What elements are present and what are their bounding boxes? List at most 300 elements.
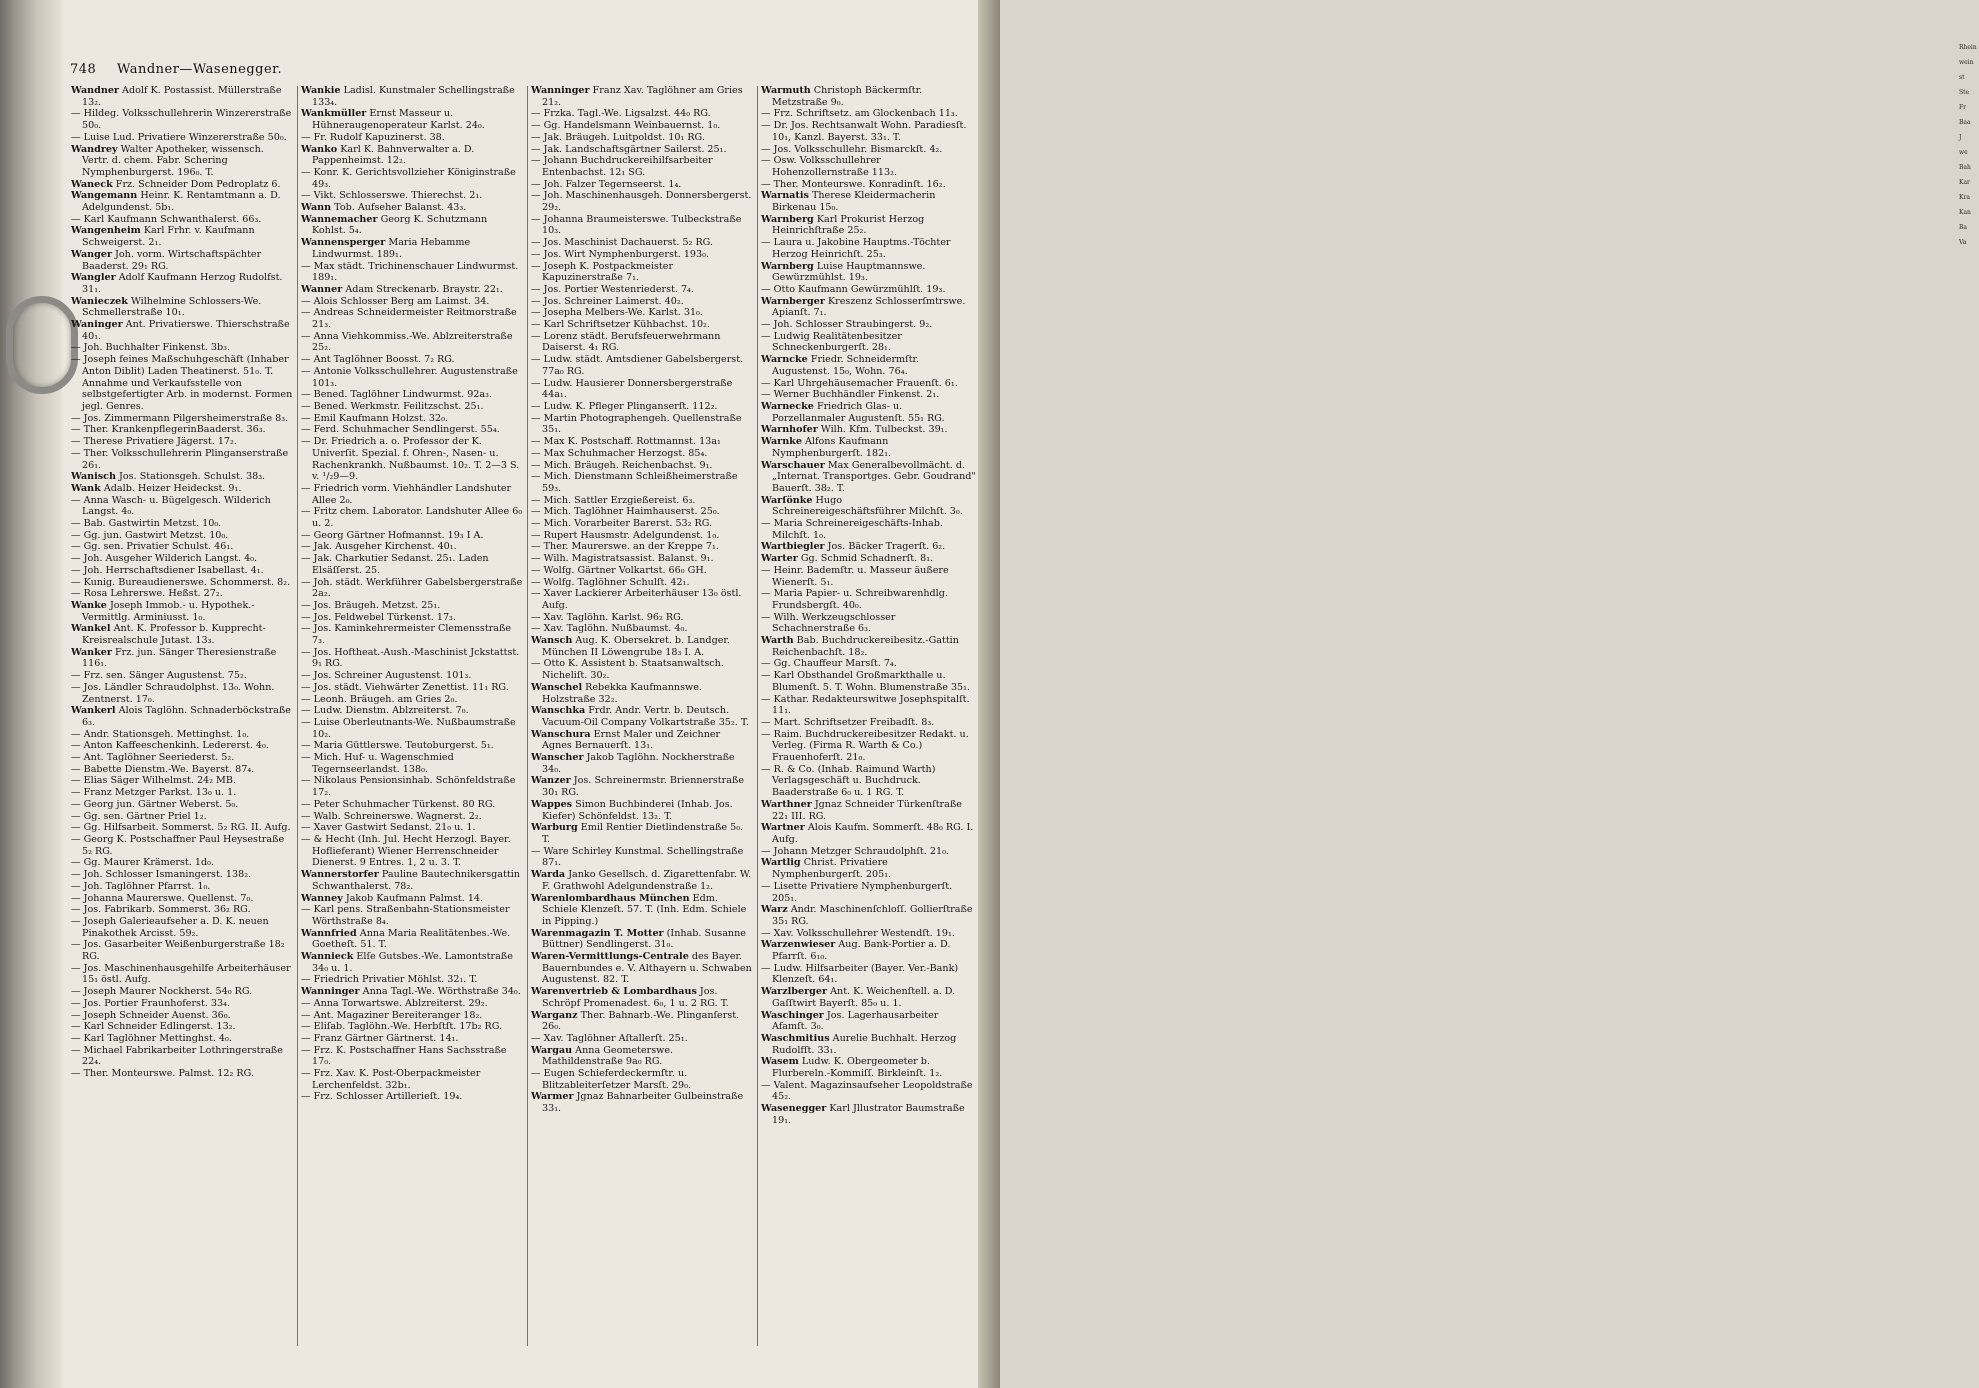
- directory-entry: [531, 775, 753, 798]
- entry-text: des Bayer. Bauernbundes e. V. Althayern u. Schwaben Augustenst. 82. T.: [542, 951, 752, 986]
- directory-entry: [71, 705, 293, 728]
- entry-text: Alois Taglöhn. Schnaderböckstraße 6₃.: [82, 705, 291, 728]
- entry-text: Bab. Buchdruckereibesitz.-Gattin Reichenbachſt. 18₂.: [772, 635, 959, 658]
- entry-text: — Maria Schreinereigeschäfts-Inhab. Milchſt. 1₀.: [761, 518, 943, 541]
- entry-text: Ant. K. Professor b. Kupprecht-Kreisrealschule Jutast. 13₃.: [82, 623, 266, 647]
- entry-text: — Raim. Buchdruckereibesitzer Redakt. u. Verleg. (Firma R. Warth & Co.) Frauenhoferſt. 21₀.: [761, 728, 969, 764]
- directory-entry: [71, 577, 293, 589]
- entry-text: Pauline Bautechnikersgattin Schwanthalerst. 78₂.: [312, 869, 520, 892]
- directory-entry: [531, 1033, 753, 1045]
- directory-entry: [761, 108, 976, 120]
- entry-text: — Josepha Melbers-We. Karlst. 31₀.: [531, 307, 703, 319]
- entry-surname: Waren-Vermittlungs-Centrale: [531, 951, 689, 963]
- directory-entry: [531, 506, 753, 518]
- directory-entry: [301, 167, 523, 190]
- entry-text: — Jak. Landschaftsgärtner Sailerst. 25₁.: [531, 143, 727, 155]
- entry-text: — Jos. Portier Fraunhoferst. 33₄.: [71, 997, 231, 1009]
- directory-entry: [761, 155, 976, 178]
- directory-entry: [71, 588, 293, 600]
- entry-text: — Jos. Schreiner Laimerst. 40₂.: [531, 295, 684, 307]
- entry-text: — Nikolaus Pensionsinhab. Schönfeldstraße 17₂.: [301, 775, 516, 799]
- entry-text: (Inhab. Susanne Büttner) Sendlingerst. 31₀.: [542, 927, 746, 951]
- entry-text: — Johanna Maurerswe. Quellenst. 7₀.: [71, 892, 254, 904]
- directory-entry: [301, 682, 523, 694]
- directory-entry: [761, 319, 976, 331]
- directory-entry: [531, 190, 753, 213]
- entry-text: Ant. Privatierswe. Thierschstraße 40₁.: [82, 319, 290, 342]
- directory-entry: [71, 893, 293, 905]
- directory-entry: [301, 705, 523, 717]
- entry-text: — Joseph feines Maßschuhgeschäft (Inhaber Anton Diblit) Laden Theatinerst. 51₀. T. Annahme und Verkaufsstelle von selbstgefertigter Arb. in modernst. Formen jegl. Genres.: [71, 354, 293, 412]
- entry-text: Friedr. Schneidermſtr. Augustenst. 15₀, Wohn. 76₄.: [772, 354, 920, 377]
- entry-text: — Joh. Schlosser Straubingerst. 9₂.: [761, 319, 933, 331]
- directory-entry: [71, 541, 293, 553]
- entry-text: — Jos. Bräugeh. Metzst. 25₁.: [301, 599, 441, 611]
- entry-text: — Werner Buchhändler Finkenst. 2₁.: [761, 389, 940, 401]
- directory-entry: [761, 1010, 976, 1033]
- entry-text: — Ther. Volksschullehrerin Plinganserstraße 26₁.: [71, 447, 289, 471]
- entry-text: — Karl Kaufmann Schwanthalerst. 66₃.: [71, 213, 262, 225]
- entry-text: — Kathar. Redakteurswitwe Josephspitalſt. 11₁.: [761, 693, 970, 717]
- directory-entry: [301, 822, 523, 834]
- entry-text: Adalb. Heizer Heideckst. 9₁.: [100, 482, 242, 494]
- entry-surname: Warenvertrieb & Lombardhaus: [531, 986, 697, 998]
- entry-text: — Valent. Magazinsaufseher Leopoldstraße 45₂.: [761, 1079, 973, 1103]
- entry-text: — Ludw. städt. Amtsdiener Gabelsbergerst. 77a₀ RG.: [531, 354, 744, 377]
- entry-text: — Jak. Charkutier Sedanst. 25₁. Laden Elsäſſerst. 25.: [301, 553, 489, 576]
- directory-column-2: [301, 85, 523, 1103]
- entry-surname: Wasenegger: [761, 1103, 827, 1115]
- entry-text: — Johanna Braumeisterswe. Tulbeckstraße 10₃.: [531, 213, 742, 237]
- entry-text: — Xaver Lackierer Arbeiterhäuser 13₀ östl. Aufg.: [531, 588, 742, 611]
- entry-text: — Gg. sen. Gärtner Priel 1₂.: [71, 810, 207, 822]
- entry-surname: Warzlberger: [761, 986, 828, 998]
- directory-entry: [531, 296, 753, 308]
- directory-entry: [531, 261, 753, 284]
- entry-surname: Wargau: [531, 1044, 573, 1056]
- entry-text: — Kunig. Bureaudienerswe. Schommerst. 8₂.: [71, 576, 291, 588]
- directory-entry: [761, 717, 976, 729]
- entry-text: — Karl Uhrgehäusemacher Frauenſt. 6₁.: [761, 377, 958, 389]
- directory-entry: [301, 869, 523, 892]
- column-rule: [757, 86, 758, 1346]
- directory-entry: [531, 120, 753, 132]
- entry-text: — Anna Torwartswe. Ablzreiterst. 29₂.: [301, 997, 488, 1009]
- page-number: 748: [70, 62, 97, 77]
- directory-column-3: [531, 85, 753, 1115]
- entry-text: — Lorenz städt. Berufsfeuerwehrmann Daiserst. 4₁ RG.: [531, 330, 721, 354]
- directory-entry: [301, 366, 523, 389]
- entry-text: — Ther. Monteurswe. Palmst. 12₂ RG.: [71, 1068, 255, 1080]
- entry-text: — Gg. Handelsmann Weinbauernst. 1₀.: [531, 120, 721, 132]
- entry-text: Aurelie Buchhalt. Herzog Rudolfſt. 33₁.: [772, 1032, 957, 1056]
- entry-text: — Luise Lud. Privatiere Winzererstraße 50₀.: [71, 131, 287, 143]
- directory-entry: [301, 132, 523, 144]
- entry-text: — Dr. Jos. Rechtsanwalt Wohn. Paradiesſt. 10₁, Kanzl. Bayerst. 33₁. T.: [761, 120, 967, 143]
- directory-entry: [761, 354, 976, 377]
- directory-entry: [301, 1091, 523, 1103]
- directory-entry: [531, 108, 753, 120]
- entry-text: Gg. Schmid Schadnerſt. 8₁.: [797, 553, 934, 565]
- entry-surname: Wartlig: [761, 857, 801, 869]
- entry-text: — Therese Privatiere Jägerst. 17₂.: [71, 436, 237, 448]
- entry-text: — Karl Taglöhner Mettinghst. 4₀.: [71, 1032, 232, 1044]
- directory-entry: [761, 261, 976, 284]
- directory-entry: [761, 846, 976, 858]
- directory-entry: [71, 834, 293, 857]
- directory-entry: [301, 190, 523, 202]
- entry-text: — Emil Kaufmann Holzst. 32₀.: [301, 412, 449, 424]
- entry-text: Wilh. Kfm. Tulbeckst. 39₁.: [817, 424, 948, 436]
- directory-entry: [301, 1045, 523, 1068]
- directory-entry: [761, 1080, 976, 1103]
- entry-surname: Warenlombardhaus München: [531, 892, 690, 904]
- entry-text: Christoph Bäckermſtr. Metzstraße 9₀.: [772, 85, 923, 108]
- entry-surname: Warenmagazin T. Motter: [531, 927, 664, 939]
- directory-entry: [71, 623, 293, 646]
- entry-text: — Eliſab. Taglöhn.-We. Herbſtſt. 17b₂ RG.: [301, 1021, 503, 1033]
- entry-text: — Jos. Volksschullehr. Bismarckſt. 4₂.: [761, 143, 943, 155]
- entry-text: — Ant Taglöhner Boosst. 7₂ RG.: [301, 354, 455, 366]
- directory-entry: [761, 635, 976, 658]
- entry-surname: Warth: [761, 635, 794, 647]
- directory-entry: [71, 764, 293, 776]
- entry-surname: Wanscher: [531, 752, 584, 764]
- entry-text: Alois Kaufm. Sommerſt. 48₀ RG. I. Aufg.: [772, 822, 974, 845]
- entry-surname: Wanschka: [531, 705, 586, 717]
- entry-surname: Warnberger: [761, 295, 825, 307]
- directory-entry: [531, 612, 753, 624]
- entry-surname: Wann: [301, 202, 332, 214]
- directory-entry: [761, 963, 976, 986]
- entry-text: — Friedrich vorm. Viehhändler Landshuter Allee 2₀.: [301, 482, 512, 506]
- entry-text: — Frz. Schlosser Artillerieſt. 19₄.: [301, 1091, 463, 1103]
- directory-entry: [301, 577, 523, 600]
- directory-entry: [761, 881, 976, 904]
- directory-entry: [761, 1103, 976, 1126]
- directory-entry: [531, 1010, 753, 1033]
- directory-entry: [531, 249, 753, 261]
- entry-text: — Joh. Ausgeher Wilderich Langst. 4₀.: [71, 553, 258, 565]
- entry-text: — Max K. Postschaff. Rottmannst. 13a₁: [531, 436, 721, 448]
- entry-text: Karl Frhr. v. Kaufmann Schweigerst. 2₁.: [82, 225, 255, 249]
- entry-text: Jos. Stationsgeh. Schulst. 38₃.: [116, 471, 266, 483]
- entry-surname: Warter: [761, 553, 798, 565]
- entry-text: Franz Xav. Taglöhner am Gries 21₂.: [542, 85, 743, 108]
- directory-entry: [761, 378, 976, 390]
- book-gutter: [0, 0, 62, 1388]
- directory-entry: [761, 658, 976, 670]
- entry-text: — Ther. Monteurswe. Konradinſt. 16₂.: [761, 178, 946, 190]
- directory-entry: [71, 144, 293, 179]
- entry-text: — Mich. Sattler Erzgießereist. 6₃.: [531, 494, 696, 506]
- directory-entry: [301, 986, 523, 998]
- entry-surname: Warnhofer: [761, 424, 818, 436]
- directory-entry: [761, 436, 976, 459]
- directory-entry: [301, 214, 523, 237]
- column-rule: [527, 86, 528, 1346]
- entry-text: Elſe Gutsbes.-We. Lamontstraße 34₀ u. 1.: [312, 951, 513, 974]
- directory-entry: [531, 518, 753, 530]
- entry-text: — Ther. KrankenpflegerinBaaderst. 36₃.: [71, 424, 266, 436]
- directory-entry: [71, 775, 293, 787]
- entry-text: — Fritz chem. Laborator. Landshuter Allee 6₀ u. 2.: [301, 506, 523, 530]
- directory-entry: [301, 752, 523, 775]
- entry-text: Jos. Schröpf Promenadest. 6₀, 1 u. 2 RG. T.: [542, 986, 729, 1009]
- entry-text: Andr. Maschinenſchloſſ. Gollierſtraße 35₁ RG.: [772, 904, 973, 927]
- entry-surname: Warſönke: [761, 494, 813, 506]
- directory-entry: [531, 928, 753, 951]
- directory-entry: [71, 647, 293, 670]
- directory-entry: [301, 974, 523, 986]
- directory-entry: [531, 401, 753, 413]
- directory-entry: [301, 1010, 523, 1022]
- entry-text: — Frzka. Tagl.-We. Ligsalzst. 44₀ RG.: [531, 108, 711, 120]
- entry-text: Joh. vorm. Wirtschaftspächter Baaderst. 29₁ RG.: [82, 248, 262, 272]
- directory-entry: [761, 904, 976, 927]
- entry-text: — Jak. Bräugeh. Luitpoldst. 10₁ RG.: [531, 131, 705, 143]
- entry-text: Adolf K. Postassist. Müllerstraße 13₂.: [82, 85, 282, 108]
- directory-entry: [71, 553, 293, 565]
- directory-entry: [71, 881, 293, 893]
- entry-surname: Wannensperger: [301, 237, 386, 249]
- entry-text: Jgnaz Schneider Türkenſtraße 22₁ III. RG.: [772, 798, 962, 822]
- entry-text: — Mich. Bräugeh. Reichenbachst. 9₁.: [531, 459, 713, 471]
- entry-surname: Wanke: [71, 599, 107, 611]
- directory-entry: [71, 998, 293, 1010]
- directory-entry: [301, 296, 523, 308]
- directory-entry: [301, 1068, 523, 1091]
- entry-text: Jakob Kaufmann Palmst. 14.: [342, 892, 484, 904]
- entry-surname: Warschauer: [761, 459, 825, 471]
- directory-entry: [531, 541, 753, 553]
- directory-entry: [301, 401, 523, 413]
- directory-entry: [71, 225, 293, 248]
- entry-text: — Ludwig Realitätenbesitzer Schneckenburgerſt. 28₁.: [761, 330, 902, 354]
- entry-text: — Georg K. Postschaffner Paul Heysestraße 5₂ RG.: [71, 834, 285, 857]
- directory-entry: [301, 600, 523, 612]
- entry-surname: Wanisch: [71, 471, 116, 483]
- entry-text: Luise Hauptmannswe. Gewürzmühlst. 19₃.: [772, 260, 926, 284]
- directory-entry: [531, 822, 753, 845]
- directory-entry: [761, 729, 976, 764]
- entry-text: — Andreas Schneidermeister Reitmorstraße 21₃.: [301, 307, 517, 331]
- directory-entry: [71, 1045, 293, 1068]
- entry-text: Walter Apotheker, wissensch. Vertr. d. chem. Fabr. Schering Nymphenburgerst. 196₀. T.: [82, 143, 264, 178]
- entry-text: Heinr. K. Rentamtmann a. D. Adelgundenst. 5b₁.: [82, 190, 281, 214]
- directory-entry: [71, 1021, 293, 1033]
- entry-text: — Babette Dienstm.-We. Bayerst. 87₄.: [71, 763, 255, 775]
- directory-entry: [71, 916, 293, 939]
- directory-entry: [531, 893, 753, 928]
- entry-text: — Ludw. Dienstm. Ablzreiterst. 7₀.: [301, 705, 469, 717]
- directory-entry: [71, 1068, 293, 1080]
- directory-entry: [301, 834, 523, 869]
- entry-text: — Jos. Maschinenhausgehilfe Arbeiterhäuser 15₁ östl. Aufg.: [71, 962, 291, 986]
- entry-text: — Jak. Ausgeher Kirchenst. 40₁.: [301, 541, 457, 553]
- directory-entry: [761, 553, 976, 565]
- directory-entry: [761, 1033, 976, 1056]
- entry-text: — Konr. K. Gerichtsvollzieher Königinstraße 49₃.: [301, 166, 516, 190]
- entry-surname: Waschinger: [761, 1009, 824, 1021]
- directory-entry: [301, 1033, 523, 1045]
- entry-surname: Wank: [71, 482, 101, 494]
- directory-entry: [71, 670, 293, 682]
- entry-text: — Joh. Taglöhner Pfarrst. 1₀.: [71, 880, 211, 892]
- directory-entry: [301, 424, 523, 436]
- running-head: Wandner—Wasenegger.: [116, 62, 283, 77]
- directory-entry: [301, 436, 523, 483]
- directory-entry: [71, 682, 293, 705]
- entry-text: Adolf Kaufmann Herzog Rudolfst. 31₁.: [82, 272, 283, 295]
- directory-entry: [301, 506, 523, 529]
- entry-surname: Wartner: [761, 822, 805, 834]
- entry-text: Ant. K. Weichenſtell. a. D. Gaſſtwirt Bayerſt. 85₀ u. 1.: [772, 986, 956, 1009]
- directory-entry: [301, 893, 523, 905]
- entry-text: — Lisette Privatiere Nymphenburgerſt. 205₁.: [761, 880, 953, 904]
- directory-entry: [71, 179, 293, 191]
- entry-surname: Wanschel: [531, 681, 583, 693]
- entry-surname: Wanieczek: [71, 295, 128, 307]
- entry-surname: Wanzer: [531, 775, 571, 787]
- directory-entry: [301, 775, 523, 798]
- entry-surname: Warnberg: [761, 260, 814, 272]
- entry-text: — Luise Oberleutnants-We. Nußbaumstraße 10₂.: [301, 716, 516, 740]
- entry-text: — Wolfg. Taglöhner Schulſt. 42₁.: [531, 576, 690, 588]
- entry-text: — Jos. Schreiner Augustenst. 101₃.: [301, 670, 472, 682]
- directory-entry: [531, 1068, 753, 1091]
- directory-entry: [71, 986, 293, 998]
- directory-entry: [761, 179, 976, 191]
- entry-text: — Jos. Maschinist Dachauerst. 5₂ RG.: [531, 237, 714, 249]
- entry-text: — Jos. Ländler Schraudolphst. 13₀. Wohn. Zentnerst. 17₀.: [71, 681, 275, 705]
- directory-entry: [301, 928, 523, 951]
- entry-text: — Eugen Schieferdeckermſtr. u. Blitzableiterſetzer Marsſt. 29₀.: [531, 1068, 692, 1091]
- directory-entry: [71, 272, 293, 295]
- directory-entry: [761, 144, 976, 156]
- entry-text: — Ther. Maurerswe. an der Kreppe 7₁.: [531, 541, 719, 553]
- directory-entry: [71, 85, 293, 108]
- directory-entry: [531, 635, 753, 658]
- directory-entry: [301, 717, 523, 740]
- directory-entry: [761, 799, 976, 822]
- entry-text: — Johann Metzger Schraudolphſt. 21₀.: [761, 845, 949, 857]
- directory-entry: [301, 202, 523, 214]
- directory-entry: [71, 483, 293, 495]
- directory-entry: [301, 811, 523, 823]
- directory-entry: [531, 331, 753, 354]
- entry-surname: Warnecke: [761, 400, 814, 412]
- directory-entry: [301, 331, 523, 354]
- directory-entry: [761, 331, 976, 354]
- directory-entry: [761, 389, 976, 401]
- directory-entry: [301, 998, 523, 1010]
- entry-text: — Rupert Hausmstr. Adelgundenst. 1₀.: [531, 529, 720, 541]
- directory-entry: [301, 108, 523, 131]
- entry-text: Ernst Maler und Zeichner Agnes Bernauerſt. 13₁.: [542, 728, 721, 752]
- directory-entry: [531, 1045, 753, 1068]
- directory-entry: [71, 799, 293, 811]
- directory-entry: [761, 190, 976, 213]
- entry-text: — Ludw. Hilfsarbeiter (Bayer. Ver.-Bank) Klenzeſt. 64₁.: [761, 962, 959, 986]
- entry-text: — Ludw. Hausierer Donnersbergerstraße 44a₁.: [531, 377, 733, 401]
- entry-text: — Elias Säger Wilhelmst. 24₂ MB.: [71, 775, 236, 787]
- directory-entry: [71, 600, 293, 623]
- directory-entry: [71, 354, 293, 413]
- directory-entry: [761, 237, 976, 260]
- entry-text: — Alois Schlosser Berg am Laimst. 34.: [301, 295, 490, 307]
- directory-entry: [761, 588, 976, 611]
- entry-surname: Warz: [761, 904, 788, 916]
- directory-entry: [761, 670, 976, 693]
- directory-entry: [71, 132, 293, 144]
- entry-text: — R. & Co. (Inhab. Raimund Warth) Verlagsgeschäft u. Buchdruck. Baaderstraße 6₀ u. 1 RG. T.: [761, 763, 936, 799]
- directory-entry: [761, 120, 976, 143]
- directory-entry: [301, 904, 523, 927]
- directory-column-1: [71, 85, 293, 1080]
- directory-entry: [761, 565, 976, 588]
- entry-text: Jakob Taglöhn. Nockherstraße 34₀.: [542, 752, 735, 775]
- entry-text: — Dr. Friedrich a. o. Professor der K. Univerſit. Spezial. f. Ohren-, Nasen- u. Rachenkrankh. Nußbaumst. 10₂. T. 2—3 S. v. ¹/₂9—9.: [301, 436, 520, 483]
- entry-surname: Warburg: [531, 822, 578, 834]
- entry-text: — Peter Schuhmacher Türkenst. 80 RG.: [301, 798, 496, 810]
- directory-entry: [301, 541, 523, 553]
- entry-text: Jos. Lagerhausarbeiter Afamſt. 3₀.: [772, 1009, 939, 1033]
- entry-text: Frz. jun. Sänger Theresienstraße 116₁.: [82, 646, 277, 670]
- directory-entry: [761, 214, 976, 237]
- directory-entry: [71, 740, 293, 752]
- entry-text: Karl Jllustrator Baumstraße 19₁.: [772, 1103, 965, 1126]
- entry-surname: Warda: [531, 869, 566, 881]
- directory-entry: [531, 214, 753, 237]
- directory-entry: [761, 541, 976, 553]
- directory-entry: [761, 296, 976, 319]
- entry-text: — Jos. Portier Westenriederst. 7₄.: [531, 283, 694, 295]
- entry-surname: Warnke: [761, 436, 802, 448]
- entry-text: — Joh. Maschinenhausgeh. Donnersbergerst. 29₂.: [531, 190, 752, 214]
- directory-entry: [71, 108, 293, 131]
- directory-entry: [71, 190, 293, 213]
- entry-surname: Wankie: [301, 85, 341, 96]
- entry-text: — Joh. Herrschaftsdiener Isabellast. 4₁.: [71, 564, 264, 576]
- directory-entry: [301, 483, 523, 506]
- directory-entry: [531, 530, 753, 542]
- directory-entry: [71, 729, 293, 741]
- entry-text: Hugo Schreinereigeschäftsführer Milchſt. 3₀.: [772, 494, 963, 518]
- entry-text: Christ. Privatiere Nymphenburgerſt. 205₁.: [772, 857, 892, 881]
- entry-text: — Bab. Gastwirtin Metzst. 10₀.: [71, 518, 222, 530]
- entry-text: Maria Hebamme Lindwurmst. 189₁.: [312, 237, 471, 260]
- directory-entry: [71, 448, 293, 471]
- entry-text: — Hildeg. Volksschullehrerin Winzererstraße 50₀.: [71, 108, 292, 132]
- directory-entry: [531, 729, 753, 752]
- entry-text: — Gg. jun. Gastwirt Metzst. 10₀.: [71, 529, 229, 541]
- directory-entry: [531, 284, 753, 296]
- directory-entry: [531, 951, 753, 986]
- directory-entry: [301, 951, 523, 974]
- entry-text: — Anton Kaffeeschenkinh. Ledererst. 4₀.: [71, 740, 269, 752]
- directory-entry: [761, 822, 976, 845]
- directory-entry: [531, 319, 753, 331]
- entry-text: — Joh. Buchhalter Finkenst. 3b₃.: [71, 342, 231, 354]
- directory-entry: [71, 413, 293, 425]
- entry-surname: Waschmitius: [761, 1032, 830, 1044]
- entry-text: — Xav. Taglöhner Aſtallerſt. 25₁.: [531, 1032, 688, 1044]
- directory-entry: [531, 132, 753, 144]
- entry-surname: Warnberg: [761, 213, 814, 225]
- directory-entry: [301, 553, 523, 576]
- entry-text: — Otto K. Assistent b. Staatsanwaltsch. Nicheliſt. 30₂.: [531, 658, 724, 682]
